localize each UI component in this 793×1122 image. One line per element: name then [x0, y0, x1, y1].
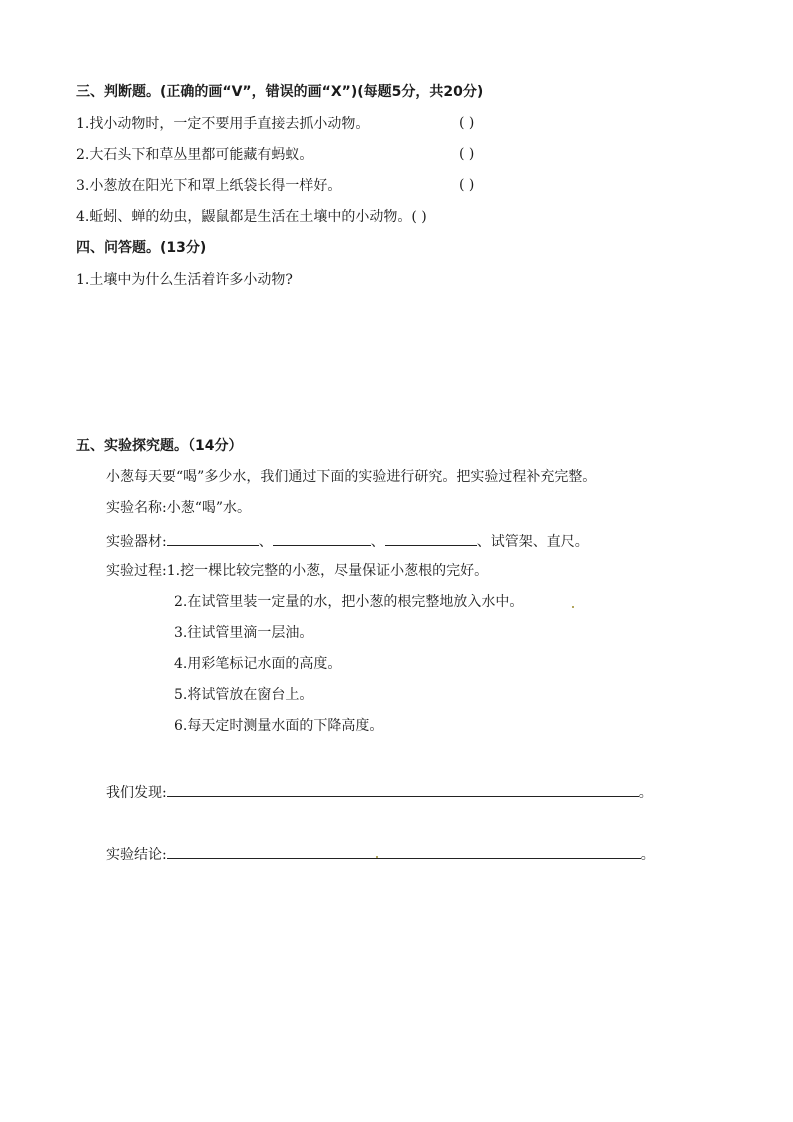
finding-end: 。 — [638, 785, 653, 801]
conclusion-end: 。 — [640, 847, 655, 863]
section4-heading: 四、问答题。(13分) — [76, 240, 207, 256]
finding-line — [106, 781, 653, 802]
experiment-equipment — [106, 530, 589, 551]
equipment-tail: 、试管架、直尺。 — [476, 534, 589, 550]
stray-dot — [376, 856, 378, 858]
process-step-6: 6.每天定时测量水面的下降高度。 — [174, 718, 384, 734]
question-1: 1.土壤中为什么生活着许多小动物? — [76, 272, 293, 288]
section3-heading: 三、判断题。(正确的画“V”，错误的画“X”)(每题5分，共20分) — [76, 84, 484, 100]
equipment-blank-2[interactable] — [273, 530, 371, 546]
process-label: 实验过程: — [106, 563, 167, 579]
answer-paren-2[interactable]: ( ) — [459, 146, 475, 162]
equipment-label: 实验器材: — [106, 534, 167, 550]
equipment-blank-1[interactable] — [167, 530, 259, 546]
judgment-item-4: 4.蚯蚓、蝉的幼虫，鼹鼠都是生活在土壤中的小动物。( ) — [76, 209, 427, 225]
conclusion-blank[interactable] — [167, 843, 641, 859]
process-step-2: 2.在试管里装一定量的水，把小葱的根完整地放入水中。 — [174, 594, 524, 610]
finding-label: 我们发现: — [106, 785, 167, 801]
judgment-item-2: 2.大石头下和草丛里都可能藏有蚂蚁。 — [76, 147, 314, 163]
finding-blank[interactable] — [167, 781, 639, 797]
experiment-intro: 小葱每天要“喝”多少水，我们通过下面的实验进行研究。把实验过程补充完整。 — [106, 469, 597, 485]
process-step-4: 4.用彩笔标记水面的高度。 — [174, 656, 342, 672]
judgment-item-1: 1.找小动物时，一定不要用手直接去抓小动物。 — [76, 116, 370, 132]
process-step-1: 1.挖一棵比较完整的小葱，尽量保证小葱根的完好。 — [166, 563, 489, 579]
equipment-separator: 、 — [258, 534, 273, 550]
answer-paren-1[interactable]: ( ) — [459, 115, 475, 131]
section5-heading: 五、实验探究题。（14分） — [76, 438, 243, 454]
experiment-name: 实验名称:小葱“喝”水。 — [106, 500, 252, 516]
process-step-5: 5.将试管放在窗台上。 — [174, 687, 314, 703]
judgment-item-3: 3.小葱放在阳光下和罩上纸袋长得一样好。 — [76, 178, 342, 194]
process-step-3: 3.往试管里滴一层油。 — [174, 625, 314, 641]
stray-dot — [572, 606, 574, 608]
answer-paren-3[interactable]: ( ) — [459, 177, 475, 193]
equipment-separator: 、 — [370, 534, 385, 550]
process-line-1 — [106, 562, 488, 580]
equipment-blank-3[interactable] — [385, 530, 477, 546]
conclusion-label: 实验结论: — [106, 847, 167, 863]
conclusion-line — [106, 843, 655, 864]
